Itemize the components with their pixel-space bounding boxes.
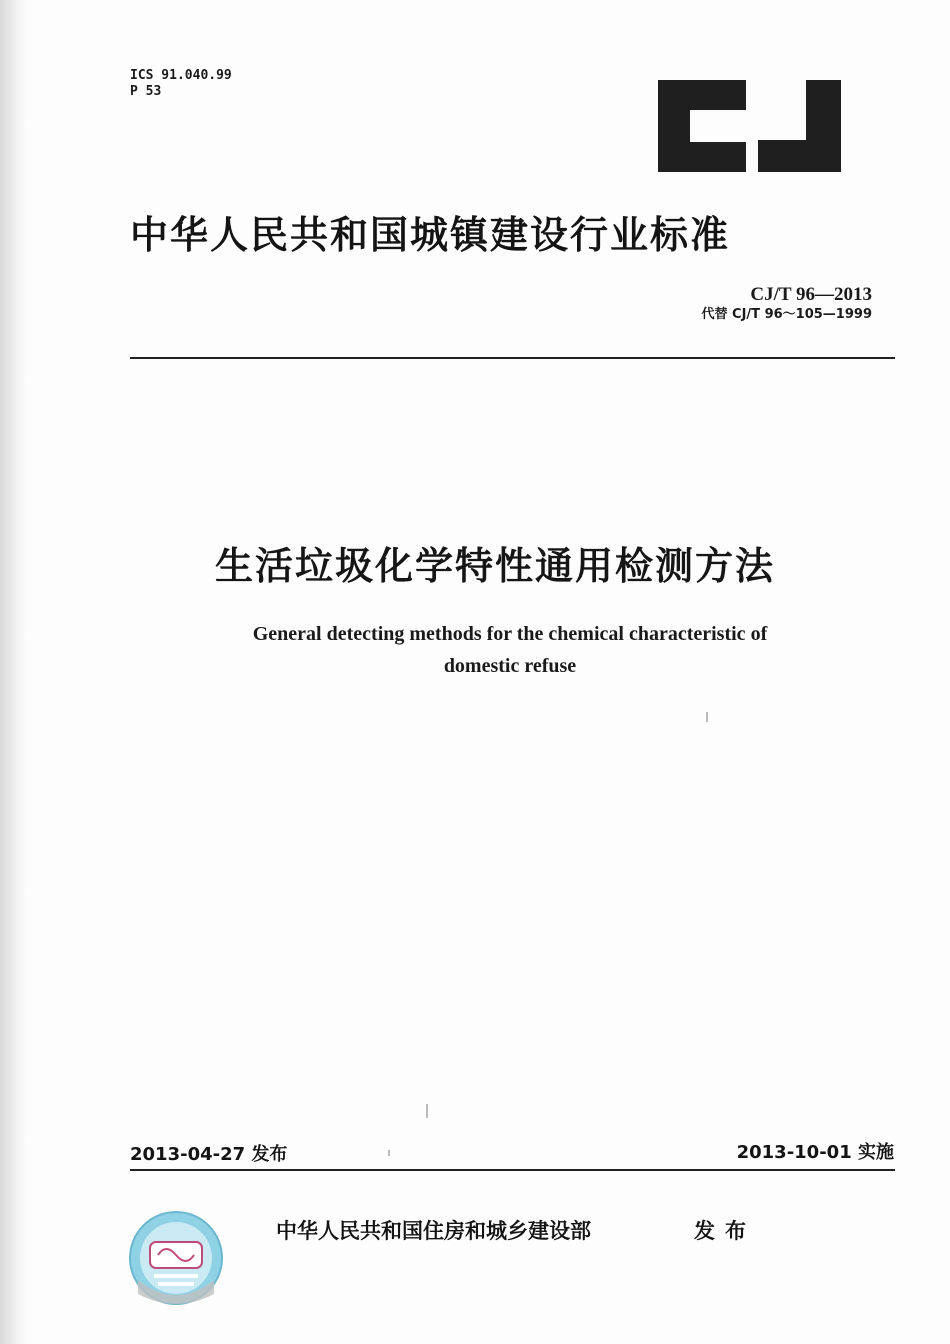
classification-codes bbox=[130, 68, 232, 100]
title-zh-wrap bbox=[0, 535, 950, 590]
bottom-divider bbox=[130, 1169, 895, 1171]
scan-speck bbox=[388, 1150, 390, 1156]
top-divider bbox=[130, 357, 895, 359]
org-title: 中华人民共和国城镇建设行业标准 bbox=[130, 213, 731, 257]
cj-logo bbox=[658, 80, 843, 172]
title-en-line2: domestic refuse bbox=[443, 655, 577, 677]
standard-number: CJ/T 96—2013 bbox=[750, 284, 872, 305]
anti-counterfeit-sticker bbox=[128, 1210, 224, 1306]
replaces-standard: 代替 CJ/T 96～105—1999 bbox=[701, 307, 872, 322]
ics-code: ICS 91.040.99 bbox=[130, 68, 232, 83]
publisher-name: 中华人民共和国住房和城乡建设部 bbox=[276, 1219, 591, 1243]
title-zh: 生活垃圾化学特性通用检测方法 bbox=[214, 544, 775, 588]
standard-number-block bbox=[702, 284, 872, 324]
ccs-code: P 53 bbox=[130, 84, 162, 99]
publisher-action: 发布 bbox=[694, 1219, 756, 1243]
page-edge-shadow bbox=[0, 0, 28, 1344]
implement-date: 2013-10-01 实施 bbox=[736, 1142, 894, 1163]
scan-speck bbox=[706, 712, 708, 722]
scan-speck bbox=[426, 1104, 428, 1118]
title-en-line1: General detecting methods for the chemical characteristic of bbox=[252, 623, 768, 645]
title-en bbox=[180, 618, 840, 682]
issue-date: 2013-04-27 发布 bbox=[130, 1144, 288, 1165]
